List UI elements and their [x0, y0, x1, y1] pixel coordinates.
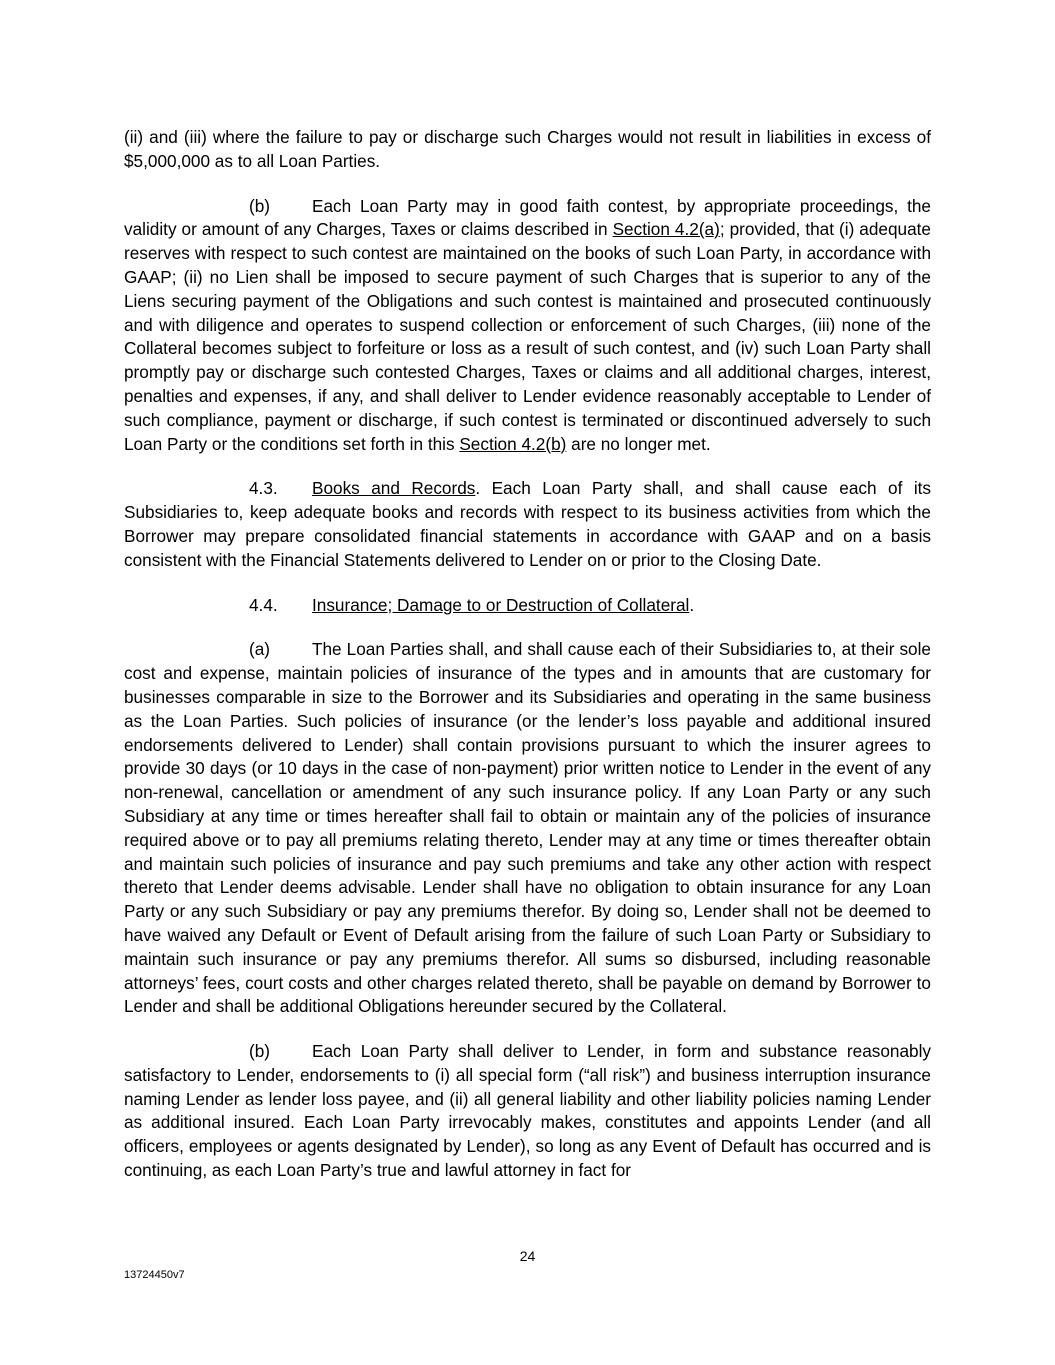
paragraph-text: Each Loan Party may in good faith contest, by appropriate proceedings, the validity or amount of any Charges, Taxes or claims described in: [124, 195, 931, 240]
document-id: 13724450v7: [124, 1269, 185, 1281]
section-number: 4.4.: [249, 594, 278, 615]
subsection-marker: (a): [249, 639, 271, 660]
page-number: 24: [519, 1248, 536, 1264]
section-title: Books and Records: [312, 478, 476, 499]
section-title: Insurance; Damage to or Destruction of Collateral: [312, 594, 690, 615]
section-4-4-heading: [249, 594, 931, 618]
paragraph-4-2-b: [124, 195, 931, 457]
document-page: [124, 126, 931, 1204]
section-number: 4.3.: [249, 478, 278, 499]
section-4-3: [124, 477, 931, 572]
paragraph-text: ; provided, that (i) adequate reserves with respect to such contest are maintained on the books of such Loan Party, in accordance with GAAP; (ii) no Lien shall be imposed to secure payment of such Charges that is superior to any of the Liens securing payment of the Obligations and such contest is maintained and prosecuted continuously and with diligence and operates to suspend collection or enforcement of such Charges, (iii) none of the Collateral becomes subject to forfeiture or loss as a result of such contest, and (iv) such Loan Party shall promptly pay or discharge such contested Charges, Taxes or claims and all additional charges, interest, penalties and expenses, if any, and shall deliver to Lender evidence reasonably acceptable to Lender of such compliance, payment or discharge, if such contest is terminated or discontinued adversely to such Loan Party or the conditions set forth in this: [124, 219, 931, 454]
subsection-marker: (b): [249, 195, 271, 216]
paragraph-text: Each Loan Party shall deliver to Lender, in form and substance reasonably satisfactory to Lender, endorsements to (i) all special form (“all risk”) and business interruption insurance naming Lender as lender loss payee, and (ii) all general liability and other liability policies naming Lender as additional insured. Each Loan Party irrevocably makes, constitutes and appoints Lender (and all officers, employees or agents designated by Lender), so long as any Event of Default has occurred and is continuing, as each Loan Party’s true and lawful attorney in fact for: [124, 1041, 931, 1181]
section-text: . Each Loan Party shall, and shall cause each of its Subsidiaries to, keep adequate books and records with respect to its business activities from which the Borrower may prepare consolidated financial statements in accordance with GAAP and on a basis consistent with the Financial Statements delivered to Lender on or prior to the Closing Date.: [124, 478, 932, 570]
section-reference-link[interactable]: Section 4.2(b): [459, 433, 567, 454]
paragraph-text: are no longer met.: [566, 433, 711, 454]
paragraph-4-4-b: [124, 1040, 931, 1183]
paragraph-4-4-a: [124, 638, 931, 1019]
section-reference-link[interactable]: Section 4.2(a): [612, 219, 720, 240]
section-title-end: .: [689, 594, 695, 615]
paragraph-text: The Loan Parties shall, and shall cause each of their Subsidiaries to, at their sole cost and expense, maintain policies of insurance of the types and in amounts that are customary for businesses comparable in size to the Borrower and its Subsidiaries and operating in the same business as the Loan Parties. Such policies of insurance (or the lender’s loss payable and additional insured endorsements delivered to Lender) shall contain provisions pursuant to which the insurer agrees to provide 30 days (or 10 days in the case of non-payment) prior written notice to Lender in the event of any non-renewal, cancellation or amendment of any such insurance policy. If any Loan Party or any such Subsidiary at any time or times hereafter shall fail to obtain or maintain any of the policies of insurance required above or to pay all premiums relating thereto, Lender may at any time or times thereafter obtain and maintain such policies of insurance and pay such premiums and take any other action with respect thereto that Lender deems advisable. Lender shall have no obligation to obtain insurance for any Loan Party or any such Subsidiary or pay any premiums therefor. By doing so, Lender shall not be deemed to have waived any Default or Event of Default arising from the failure of such Loan Party or Subsidiary to maintain such insurance or pay any premiums therefor. All sums so disbursed, including reasonable attorneys’ fees, court costs and other charges related thereto, shall be payable on demand by Borrower to Lender and shall be additional Obligations hereunder secured by the Collateral.: [124, 639, 931, 1017]
paragraph-continuation: (ii) and (iii) where the failure to pay or discharge such Charges would not result in liabilities in excess of $5,000,000 as to all Loan Parties.: [124, 127, 931, 171]
subsection-marker: (b): [249, 1041, 271, 1062]
